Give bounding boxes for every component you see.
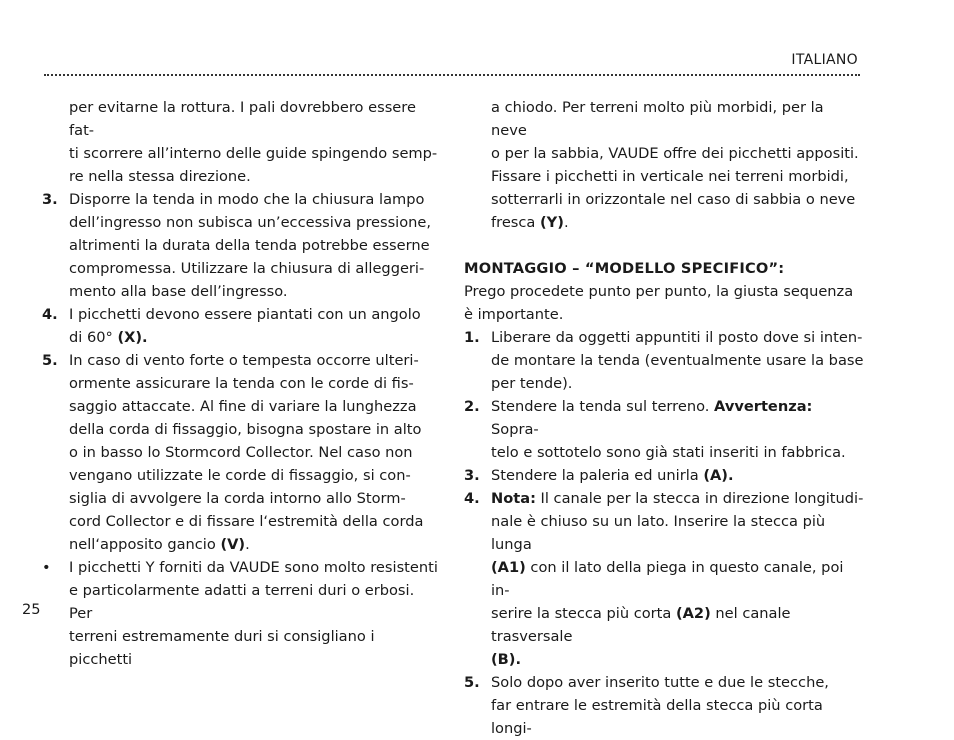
text-line: altrimenti la durata della tenda potrebbe esserne [69,237,430,254]
inline-text: Stendere la tenda sul terreno. [491,398,715,415]
text-line [491,395,864,441]
inline-text: nell‘apposito gancio [69,536,221,553]
continued-paragraph [464,96,864,234]
text-line: ormente assicurare la tenda con le corde di fis- [69,375,414,392]
text-line: Disporre la tenda in modo che la chiusura lampo [69,191,425,208]
list-item-4 [42,303,442,349]
inline-text: serire la stecca più corta [491,605,676,622]
text-line [69,326,442,349]
inline-text: . [245,536,250,553]
intro-paragraph [464,280,864,326]
item-number: 3. [42,191,58,208]
text-line [491,211,864,234]
text-line: vengano utilizzate le corde di fissaggio, si con- [69,467,411,484]
figure-ref: (A). [703,467,734,484]
item-number: 4. [464,490,480,507]
spacer [464,234,864,257]
inline-text: Il canale per la stecca in direzione longitudi- [535,490,864,507]
text-line: terreni estremamente duri si consigliano i picchetti [69,628,375,668]
item-number: 4. [42,306,58,323]
text-line [491,464,864,487]
item-number: 3. [464,467,480,484]
inline-text: di 60° [69,329,118,346]
bullet-item [42,556,442,671]
text-line: compromessa. Utilizzare la chiusura di alleggeri- [69,260,425,277]
text-line: e particolarmente adatti a terreni duri o erbosi. Per [69,582,415,622]
text-line [491,648,864,671]
text-line [491,556,864,602]
text-line: telo e sottotelo sono già stati inseriti in fabbrica. [491,444,846,461]
text-line: Prego procedete punto per punto, la giusta sequenza [464,283,854,300]
text-line: a chiodo. Per terreni molto più morbidi, per la neve [491,99,824,139]
text-line: ti scorrere all’interno delle guide spingendo semp- [69,145,438,162]
right-column [464,96,864,740]
inline-text: Sopra- [491,421,539,438]
section-heading: MONTAGGIO – “MODELLO SPECIFICO”: [464,260,785,277]
text-line: o per la sabbia, VAUDE offre dei picchetti appositi. [491,145,859,162]
note-label: Nota: [491,490,536,507]
text-line: I picchetti Y forniti da VAUDE sono molto resistenti [69,559,438,576]
step-3 [464,464,864,487]
inline-text: . [563,214,569,231]
inline-text: con il lato della piega in questo canale, poi in- [491,559,844,599]
text-line: far entrare le estremità della stecca più corta longi- [491,697,823,737]
item-number: 2. [464,398,480,415]
inline-text: Stendere la paleria ed unirla [491,467,704,484]
dotted-divider [44,74,860,76]
item-number: 1. [464,329,480,346]
figure-ref: (A1) [491,559,526,576]
step-5 [464,671,864,740]
text-line: nale è chiuso su un lato. Inserire la stecca più lunga [491,513,826,553]
step-1 [464,326,864,395]
text-line: della corda di fissaggio, bisogna spostare in alto [69,421,422,438]
text-line: sotterrarli in orizzontale nel caso di sabbia o neve [491,191,856,208]
text-line: mento alla base dell’ingresso. [69,283,288,300]
figure-ref: (Y) [540,214,564,231]
text-line: re nella stessa direzione. [69,168,251,185]
figure-ref: (A2) [675,605,711,622]
text-line: de montare la tenda (eventualmente usare la base [491,352,864,369]
item-number: 5. [42,352,58,369]
warning-label: Avvertenza: [714,398,813,415]
text-line: cord Collector e di fissare l‘estremità della corda [69,513,424,530]
text-line [491,487,864,510]
list-item-3 [42,188,442,303]
inline-text: fresca [491,214,541,231]
text-line: Fissare i picchetti in verticale nei terreni morbidi, [491,168,849,185]
text-line: per tende). [491,375,573,392]
text-line: o in basso lo Stormcord Collector. Nel caso non [69,444,413,461]
step-4 [464,487,864,671]
figure-ref: (X). [117,329,148,346]
item-number: 5. [464,674,480,691]
page-number: 25 [22,601,41,618]
inline-text: nel canale trasversale [491,605,791,645]
language-label: ITALIANO [791,52,858,68]
step-2 [464,395,864,464]
text-line: In caso di vento forte o tempesta occorre ulteri- [69,352,419,369]
continued-paragraph [42,96,442,188]
text-line: per evitarne la rottura. I pali dovrebbero essere fat- [69,99,416,139]
list-item-5 [42,349,442,556]
text-line: I picchetti devono essere piantati con un angolo [69,306,421,323]
text-line: Solo dopo aver inserito tutte e due le stecche, [491,674,829,691]
text-line [69,533,442,556]
text-line: siglia di avvolgere la corda intorno allo Storm- [69,490,406,507]
left-column [42,96,442,671]
text-line [491,602,864,648]
text-line: Liberare da oggetti appuntiti il posto dove si inten- [491,329,863,346]
text-line: saggio attaccate. Al fine di variare la lunghezza [69,398,417,415]
bullet-icon: • [42,559,51,576]
figure-ref: (V) [220,536,246,553]
figure-ref: (B). [491,651,522,668]
text-line: è importante. [464,306,564,323]
text-line: dell’ingresso non subisca un’eccessiva pressione, [69,214,432,231]
